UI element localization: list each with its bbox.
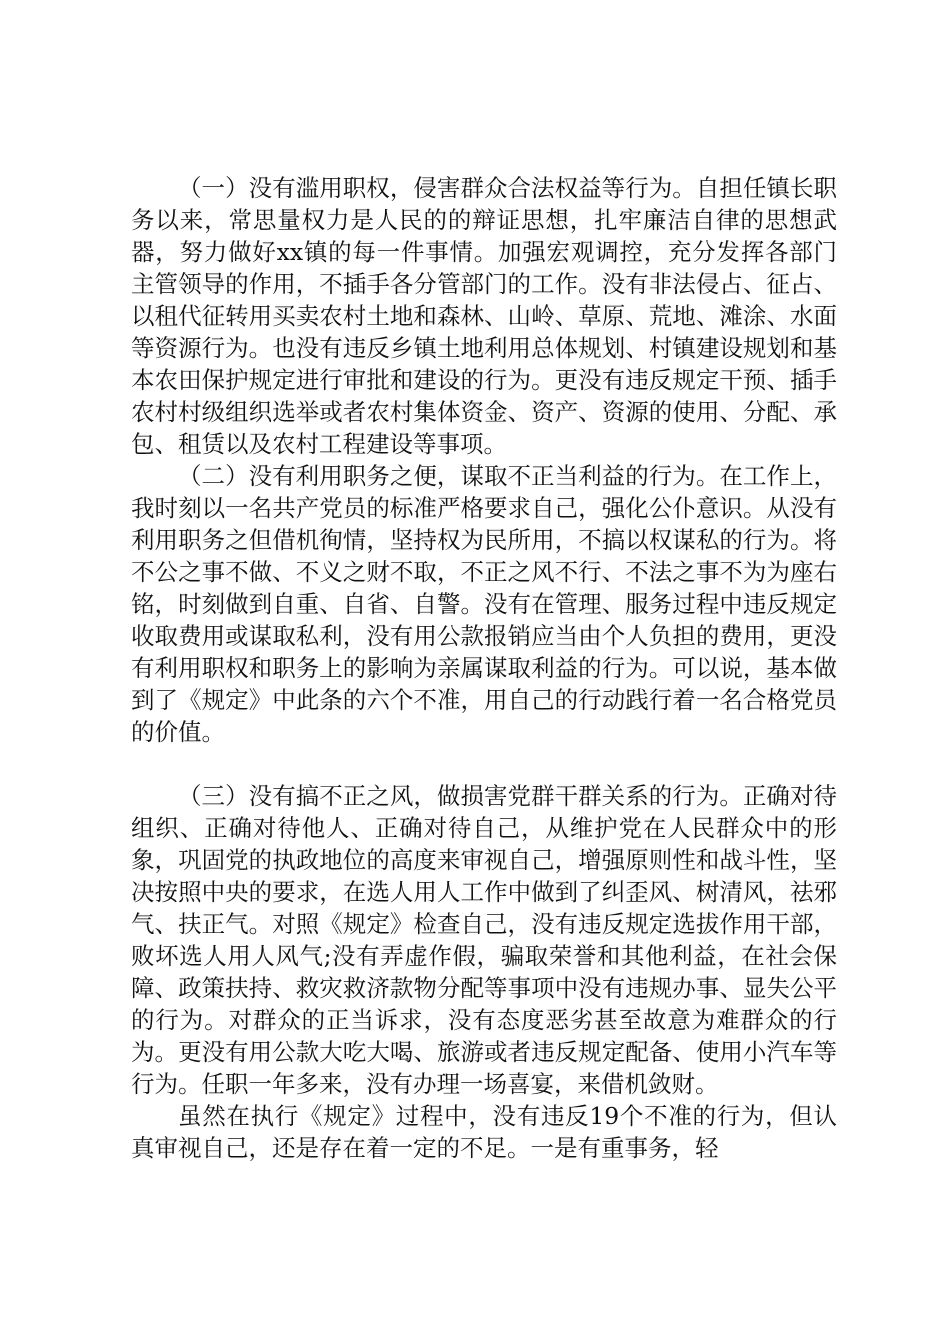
document-body xyxy=(131,172,837,1164)
paragraph-improper-benefits: （二）没有利用职务之便，谋取不正当利益的行为。在工作上，我时刻以一名共产党员的标准严格要求自己，强化公仆意识。从没有利用职务之但借机徇情，坚持权为民所用，不搞以权谋私的行为。将不公之事不做、不义之财不取，不正之风不行、不法之事不为为座右铭，时刻做到自重、自省、自警。没有在管理、服务过程中违反规定收取费用或谋取私利，没有用公款报销应当由个人负担的费用，更没有利用职权和职务上的影响为亲属谋取利益的行为。可以说，基本做到了《规定》中此条的六个不准，用自己的行动践行着一名合格党员的价值。 xyxy=(131,462,837,746)
paragraph-shortcomings: 虽然在执行《规定》过程中，没有违反19个不准的行为，但认真审视自己，还是存在着一定的不足。一是有重事务，轻 xyxy=(131,1102,837,1162)
paragraph-spacer xyxy=(131,748,837,780)
paragraph-unhealthy-practices: （三）没有搞不正之风，做损害党群干群关系的行为。正确对待组织、正确对待他人、正确对待自己，从维护党在人民群众中的形象，巩固党的执政地位的高度来审视自己，增强原则性和战斗性，坚决按照中央的要求，在选人用人工作中做到了纠歪风、树清风，祛邪气、扶正气。对照《规定》检查自己，没有违反规定选拔作用干部，败坏选人用人风气;没有弄虚作假，骗取荣誉和其他利益，在社会保障、政策扶持、救灾救济款物分配等事项中没有违规办事、显失公平的行为。对群众的正当诉求，没有态度恶劣甚至故意为难群众的行为。更没有用公款大吃大喝、旅游或者违反规定配备、使用小汽车等行为。任职一年多来，没有办理一场喜宴，来借机敛财。 xyxy=(131,782,837,1098)
paragraph-abuse-of-power: （一）没有滥用职权，侵害群众合法权益等行为。自担任镇长职务以来，常思量权力是人民的的辩证思想，扎牢廉洁自律的思想武器，努力做好xx镇的每一件事情。加强宏观调控，充分发挥各部门主管领导的作用，不插手各分管部门的工作。没有非法侵占、征占、以租代征转用买卖农村土地和森林、山岭、草原、荒地、滩涂、水面等资源行为。也没有违反乡镇土地利用总体规划、村镇建设规划和基本农田保护规定进行审批和建设的行为。更没有违反规定干预、插手农村村级组织选举或者农村集体资金、资产、资源的使用、分配、承包、租赁以及农村工程建设等事项。 xyxy=(131,174,837,458)
